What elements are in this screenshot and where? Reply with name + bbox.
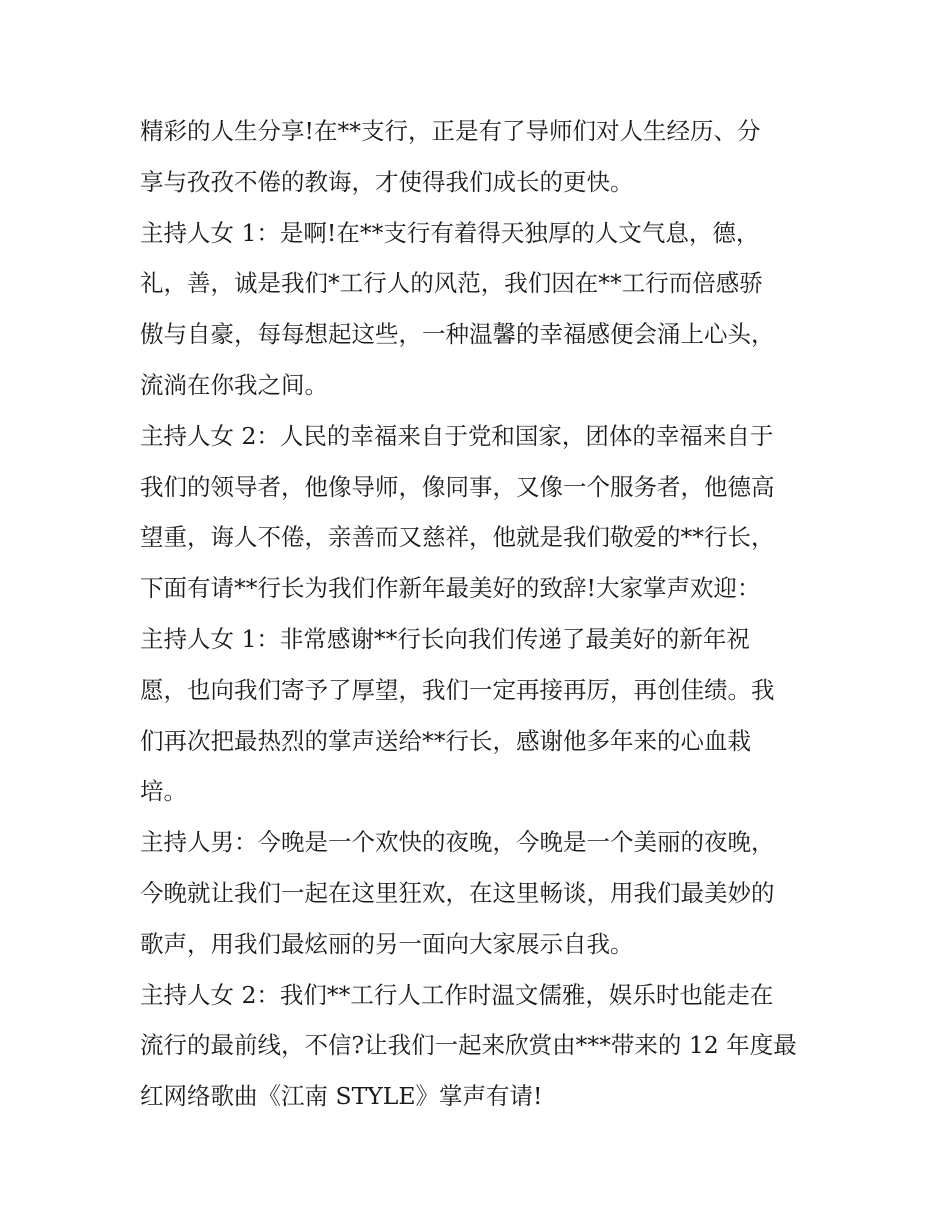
text-line: 们再次把最热烈的掌声送给**行长，感谢他多年来的心血栽 — [140, 726, 751, 755]
text-line: 流淌在你我之间。 — [140, 370, 328, 399]
text-line: 流行的最前线，不信?让我们一起来欣赏由***带来的 12 年度最 — [140, 1031, 797, 1060]
text-line: 望重，诲人不倦，亲善而又慈祥，他就是我们敬爱的**行长， — [140, 523, 775, 552]
paragraph-intro-continuation — [140, 106, 815, 208]
text-line: 主持人女 1：非常感谢**行长向我们传递了最美好的新年祝 — [140, 624, 750, 653]
text-line: 精彩的人生分享!在**支行，正是有了导师们对人生经历、分 — [140, 117, 761, 145]
text-line: 下面有请**行长为我们作新年最美好的致辞!大家掌声欢迎： — [140, 574, 761, 603]
text-line: 主持人女 2：我们**工行人工作时温文儒雅，娱乐时也能走在 — [140, 980, 774, 1009]
paragraph-female-host-2 — [140, 411, 815, 614]
paragraph-female-host-2-intro-song — [140, 970, 815, 1122]
text-line: 享与孜孜不倦的教诲，才使得我们成长的更快。 — [140, 167, 634, 196]
text-line: 今晚就让我们一起在这里狂欢，在这里畅谈，用我们最美妙的 — [140, 878, 775, 907]
text-line: 礼，善，诚是我们*工行人的风范，我们因在**工行而倍感骄 — [140, 269, 763, 298]
text-line: 培。 — [140, 777, 187, 806]
text-line: 主持人女 2：人民的幸福来自于党和国家，团体的幸福来自于 — [140, 421, 774, 450]
document-body — [140, 106, 815, 1122]
text-line: 愿，也向我们寄予了厚望，我们一定再接再厉，再创佳绩。我 — [140, 675, 775, 704]
text-line: 主持人男：今晚是一个欢快的夜晚，今晚是一个美丽的夜晚， — [140, 828, 775, 857]
text-line: 主持人女 1：是啊!在**支行有着得天独厚的人文气息，德， — [140, 218, 760, 247]
text-line: 歌声，用我们最炫丽的另一面向大家展示自我。 — [140, 929, 634, 958]
text-line: 我们的领导者，他像导师，像同事，又像一个服务者，他德高 — [140, 472, 775, 501]
text-line: 红网络歌曲《江南 STYLE》掌声有请! — [140, 1082, 543, 1111]
paragraph-male-host — [140, 817, 815, 969]
paragraph-female-host-1 — [140, 208, 815, 411]
text-line: 傲与自豪，每每想起这些，一种温馨的幸福感便会涌上心头， — [140, 320, 775, 349]
paragraph-female-host-1-thanks — [140, 614, 815, 817]
